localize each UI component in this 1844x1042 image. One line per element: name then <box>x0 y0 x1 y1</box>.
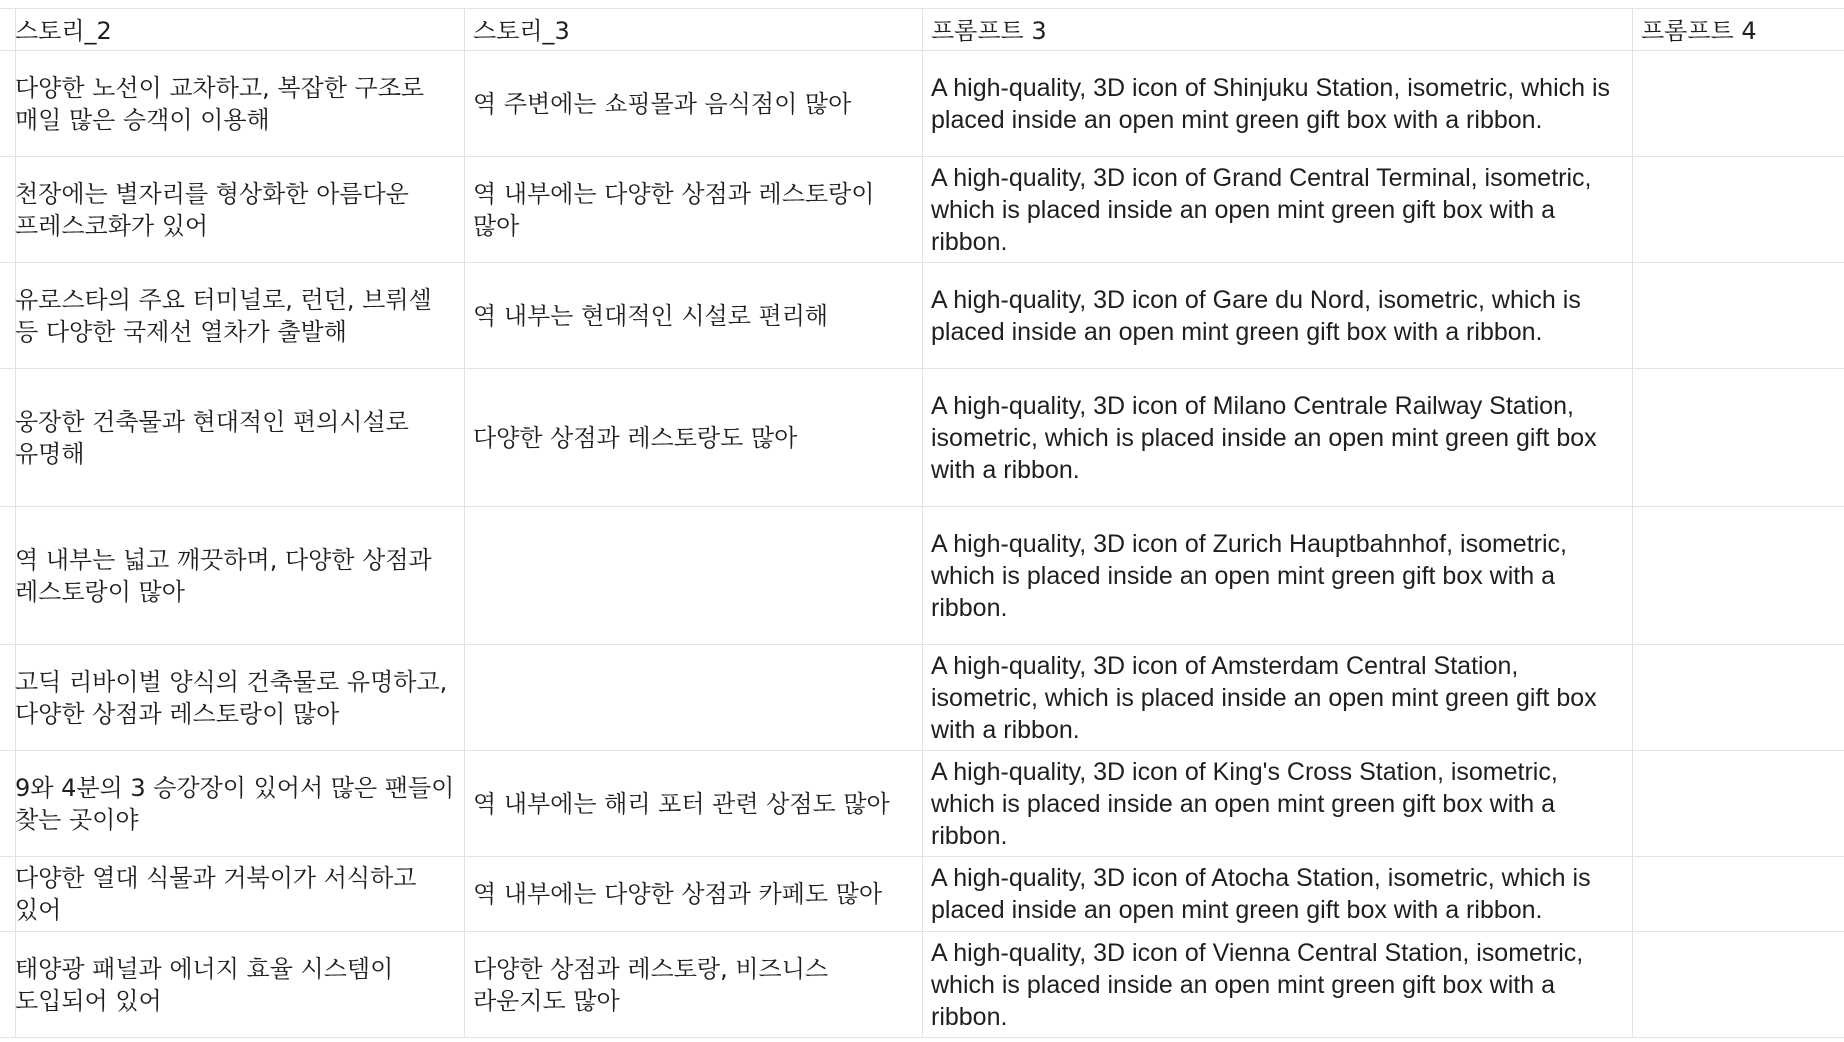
story-2-cell[interactable]: 유로스타의 주요 터미널로, 런던, 브뤼셀 등 다양한 국제선 열차가 출발해 <box>7 263 465 368</box>
table-row <box>0 645 1844 751</box>
table-row <box>0 157 1844 263</box>
story-3-cell[interactable]: 다양한 상점과 레스토랑, 비즈니스 라운지도 많아 <box>465 932 923 1037</box>
story-3-cell[interactable]: 역 내부에는 다양한 상점과 카페도 많아 <box>465 857 923 931</box>
prompt-4-cell[interactable] <box>1633 645 1844 750</box>
story-2-cell[interactable]: 다양한 노선이 교차하고, 복잡한 구조로 매일 많은 승객이 이용해 <box>7 51 465 156</box>
prompt-4-cell[interactable] <box>1633 751 1844 856</box>
prompt-3-cell[interactable]: A high-quality, 3D icon of Milano Centrale Railway Station, isometric, which is placed inside an open mint green gift box with a ribbon. <box>923 369 1633 506</box>
story-3-cell[interactable]: 역 내부에는 해리 포터 관련 상점도 많아 <box>465 751 923 856</box>
column-header-story-2[interactable]: 스토리_2 <box>7 8 465 50</box>
story-3-cell[interactable]: 다양한 상점과 레스토랑도 많아 <box>465 369 923 506</box>
story-2-cell[interactable]: 태양광 패널과 에너지 효율 시스템이 도입되어 있어 <box>7 932 465 1037</box>
prompt-4-cell[interactable] <box>1633 507 1844 644</box>
story-2-cell[interactable]: 웅장한 건축물과 현대적인 편의시설로 유명해 <box>7 369 465 506</box>
prompt-4-cell[interactable] <box>1633 263 1844 368</box>
story-2-cell[interactable]: 고딕 리바이벌 양식의 건축물로 유명하고, 다양한 상점과 레스토랑이 많아 <box>7 645 465 750</box>
story-3-cell[interactable]: 역 주변에는 쇼핑몰과 음식점이 많아 <box>465 51 923 156</box>
prompt-3-cell[interactable]: A high-quality, 3D icon of Shinjuku Station, isometric, which is placed inside an open mint green gift box with a ribbon. <box>923 51 1633 156</box>
header-row <box>0 8 1844 51</box>
table-row <box>0 263 1844 369</box>
prompt-4-cell[interactable] <box>1633 857 1844 931</box>
prompt-4-cell[interactable] <box>1633 369 1844 506</box>
prompt-3-cell[interactable]: A high-quality, 3D icon of Gare du Nord, isometric, which is placed inside an open mint green gift box with a ribbon. <box>923 263 1633 368</box>
table-row <box>0 857 1844 932</box>
prompt-4-cell[interactable] <box>1633 51 1844 156</box>
story-3-cell[interactable]: 역 내부에는 다양한 상점과 레스토랑이 많아 <box>465 157 923 262</box>
table-row <box>0 932 1844 1038</box>
story-2-cell[interactable]: 다양한 열대 식물과 거북이가 서식하고 있어 <box>7 857 465 931</box>
table-row <box>0 51 1844 157</box>
column-header-prompt-3[interactable]: 프롬프트 3 <box>923 8 1633 50</box>
prompt-3-cell[interactable]: A high-quality, 3D icon of Vienna Central Station, isometric, which is placed inside an open mint green gift box with a ribbon. <box>923 932 1633 1037</box>
prompt-4-cell[interactable] <box>1633 157 1844 262</box>
story-3-cell[interactable]: 역 내부는 현대적인 시설로 편리해 <box>465 263 923 368</box>
prompt-4-cell[interactable] <box>1633 932 1844 1037</box>
prompt-3-cell[interactable]: A high-quality, 3D icon of King's Cross Station, isometric, which is placed inside an open mint green gift box with a ribbon. <box>923 751 1633 856</box>
story-2-cell[interactable]: 9와 4분의 3 승강장이 있어서 많은 팬들이 찾는 곳이야 <box>7 751 465 856</box>
story-3-cell[interactable] <box>465 645 923 750</box>
story-2-cell[interactable]: 역 내부는 넓고 깨끗하며, 다양한 상점과 레스토랑이 많아 <box>7 507 465 644</box>
column-header-story-3[interactable]: 스토리_3 <box>465 8 923 50</box>
prompt-3-cell[interactable]: A high-quality, 3D icon of Amsterdam Central Station, isometric, which is placed inside an open mint green gift box with a ribbon. <box>923 645 1633 750</box>
prompt-3-cell[interactable]: A high-quality, 3D icon of Zurich Hauptbahnhof, isometric, which is placed inside an open mint green gift box with a ribbon. <box>923 507 1633 644</box>
table-row <box>0 507 1844 645</box>
column-header-prompt-4[interactable]: 프롬프트 4 <box>1641 17 1757 45</box>
prompt-3-cell[interactable]: A high-quality, 3D icon of Atocha Station, isometric, which is placed inside an open mint green gift box with a ribbon. <box>923 857 1633 931</box>
story-3-cell[interactable] <box>465 507 923 644</box>
table-row <box>0 369 1844 507</box>
prompt-3-cell[interactable]: A high-quality, 3D icon of Grand Central Terminal, isometric, which is placed inside an open mint green gift box with a ribbon. <box>923 157 1633 262</box>
story-2-cell[interactable]: 천장에는 별자리를 형상화한 아름다운 프레스코화가 있어 <box>7 157 465 262</box>
table-row <box>0 751 1844 857</box>
